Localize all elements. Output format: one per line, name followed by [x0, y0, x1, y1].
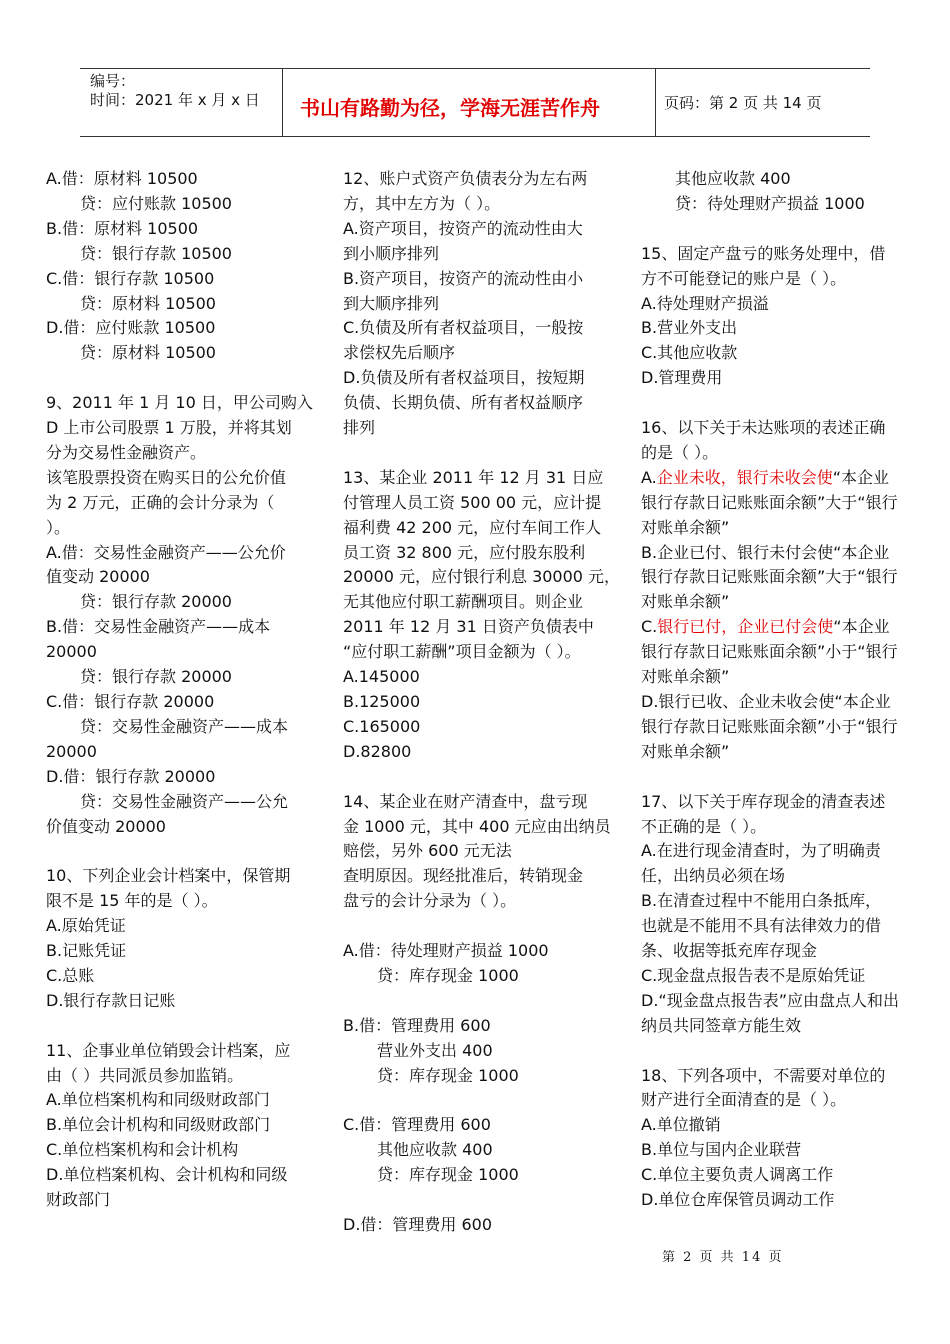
text-line: [641, 441, 916, 466]
text-run: 不正确的是（ ）。: [641, 816, 767, 836]
text-run: A.借：待处理财产损益 1000: [343, 941, 549, 961]
text-run: D.借：管理费用 600: [343, 1214, 493, 1234]
text-run: B.借：管理费用 600: [343, 1015, 491, 1035]
text-line: [46, 989, 316, 1014]
text-line: [46, 640, 316, 665]
text-line: [46, 1138, 316, 1163]
text-run: 的是（ ）。: [641, 442, 719, 462]
text-run: 贷：银行存款 20000: [80, 667, 232, 687]
text-line: [343, 242, 623, 267]
text-line: [46, 441, 316, 466]
text-line: [641, 964, 916, 989]
text-run: 贷：库存现金 1000: [377, 1065, 519, 1085]
text-run: 任，出纳员必须在场: [641, 866, 786, 886]
text-run: 贷：库存现金 1000: [377, 965, 519, 985]
text-line: [343, 740, 623, 765]
blank-line: [46, 1014, 316, 1039]
text-run: 金 1000 元，其中 400 元应由出纳员: [343, 816, 611, 836]
text-run: 对账单余额”: [641, 592, 730, 612]
text-run: B.单位与国内企业联营: [641, 1140, 802, 1160]
text-line: [46, 665, 316, 690]
header-top-rule: [80, 68, 870, 69]
text-line: [343, 267, 623, 292]
text-line: [343, 391, 623, 416]
text-line: [46, 690, 316, 715]
text-run: 排列: [343, 418, 376, 438]
text-run: 分为交易性金融资产。: [46, 442, 207, 462]
text-line: [46, 964, 316, 989]
text-run: 16、以下关于未达账项的表述正确: [641, 418, 886, 438]
text-run: 盘亏的会计分录为（ ）。: [343, 891, 517, 911]
text-run: 到大顺序排列: [343, 293, 440, 313]
text-run: A.单位撤销: [641, 1115, 721, 1135]
text-line: [343, 864, 623, 889]
text-line: [46, 914, 316, 939]
text-run: D.82800: [343, 741, 412, 761]
text-line: [343, 316, 623, 341]
text-line: [343, 690, 623, 715]
text-line: [343, 1064, 623, 1089]
text-line: [641, 989, 916, 1014]
blank-line: [641, 765, 916, 790]
text-line: [641, 341, 916, 366]
text-run: A.待处理财产损溢: [641, 293, 769, 313]
text-run: 价值变动 20000: [46, 816, 166, 836]
text-run: B.记账凭证: [46, 941, 127, 961]
text-run: 其他应收款 400: [377, 1140, 493, 1160]
text-line: [641, 1014, 916, 1039]
text-run: 纳员共同签章方能生效: [641, 1015, 802, 1035]
text-line: [46, 740, 316, 765]
text-line: [46, 864, 316, 889]
text-line: [343, 1113, 623, 1138]
text-run: A.资产项目，按资产的流动性由大: [343, 218, 583, 238]
text-run: B.借：交易性金融资产——成本: [46, 617, 271, 637]
text-run: 对账单余额”: [641, 517, 730, 537]
text-line: [46, 889, 316, 914]
text-run: B.在清查过程中不能用白条抵库，: [641, 891, 882, 911]
text-line: [343, 565, 623, 590]
serial-label: 编号：: [90, 72, 136, 90]
text-line: [46, 1163, 316, 1188]
text-run: C.负债及所有者权益项目，一般按: [343, 318, 584, 338]
text-line: [343, 964, 623, 989]
text-run: 20000: [46, 741, 97, 761]
text-line: [343, 640, 623, 665]
text-run: 方，其中左方为（ ）。: [343, 193, 501, 213]
text-run: 贷：原材料 10500: [80, 343, 216, 363]
text-run: 赔偿，另外 600 元无法: [343, 841, 512, 861]
text-line: [343, 939, 623, 964]
text-line: [343, 416, 623, 441]
blank-line: [343, 914, 623, 939]
text-line: [343, 1138, 623, 1163]
text-run: C.其他应收款: [641, 343, 738, 363]
text-run: 负债、长期负债、所有者权益顺序: [343, 393, 584, 413]
text-run: B.资产项目，按资产的流动性由小: [343, 268, 584, 288]
column-middle: [343, 167, 623, 1238]
text-run: 银行存款日记账账面余额”小于“银行: [641, 716, 898, 736]
text-run: 贷：银行存款 20000: [80, 592, 232, 612]
column-right: [641, 167, 916, 1213]
text-line: [641, 914, 916, 939]
text-run: B.单位会计机构和同级财政部门: [46, 1115, 271, 1135]
text-run: 10、下列企业会计档案中，保管期: [46, 866, 291, 886]
text-run: 银行存款日记账账面余额”大于“银行: [641, 567, 898, 587]
text-run: 贷：交易性金融资产——成本: [80, 716, 289, 736]
blank-line: [343, 989, 623, 1014]
text-line: [343, 192, 623, 217]
text-run: 方不可能登记的账户是（ ）。: [641, 268, 847, 288]
text-line: [641, 790, 916, 815]
text-run: A.: [641, 467, 657, 487]
text-run: 贷：原材料 10500: [80, 293, 216, 313]
text-run: 由（ ）共同派员参加监销。: [46, 1065, 244, 1085]
text-line: [343, 590, 623, 615]
text-line: [46, 1113, 316, 1138]
text-line: [343, 167, 623, 192]
text-line: [641, 640, 916, 665]
text-run: 贷：库存现金 1000: [377, 1165, 519, 1185]
text-run: D.负债及所有者权益项目，按短期: [343, 368, 585, 388]
text-line: [641, 1163, 916, 1188]
text-run: 值变动 20000: [46, 567, 150, 587]
text-line: [641, 242, 916, 267]
text-line: [343, 466, 623, 491]
text-line: [641, 516, 916, 541]
blank-line: [641, 391, 916, 416]
blank-line: [46, 366, 316, 391]
text-line: [641, 715, 916, 740]
text-line: [343, 217, 623, 242]
text-run: ）。: [46, 517, 71, 537]
header-bottom-rule: [80, 136, 870, 137]
text-line: [641, 1088, 916, 1113]
header-divider-left: [282, 68, 283, 136]
text-line: [641, 839, 916, 864]
text-run: 条、收据等抵充库存现金: [641, 941, 818, 961]
text-run: 财政部门: [46, 1190, 111, 1210]
blank-line: [641, 217, 916, 242]
text-line: [46, 590, 316, 615]
text-line: [641, 167, 916, 192]
text-line: [46, 939, 316, 964]
highlighted-text: 银行已付，企业已付会使: [657, 617, 834, 637]
time-label: 时间：2021 年 x 月 x 日: [90, 91, 260, 109]
text-line: [343, 516, 623, 541]
page-number-label: 页码：第 2 页 共 14 页: [664, 94, 822, 112]
text-line: [343, 889, 623, 914]
text-line: [46, 167, 316, 192]
text-line: [46, 565, 316, 590]
text-run: C.总账: [46, 965, 95, 985]
blank-line: [343, 1088, 623, 1113]
text-line: [46, 217, 316, 242]
text-run: A.145000: [343, 667, 420, 687]
text-run: B.125000: [343, 692, 421, 712]
text-line: [641, 665, 916, 690]
text-line: [343, 341, 623, 366]
text-line: [641, 491, 916, 516]
text-line: [343, 790, 623, 815]
text-line: [641, 615, 916, 640]
text-run: 13、某企业 2011 年 12 月 31 日应: [343, 467, 604, 487]
text-run: 11、企事业单位销毁会计档案，应: [46, 1040, 291, 1060]
text-line: [46, 242, 316, 267]
text-run: 9、2011 年 1 月 10 日，甲公司购入: [46, 393, 313, 413]
text-line: [641, 590, 916, 615]
text-line: [343, 1213, 623, 1238]
text-line: [46, 316, 316, 341]
text-line: [46, 491, 316, 516]
text-line: [46, 192, 316, 217]
text-run: 也就是不能用不具有法律效力的借: [641, 916, 882, 936]
text-run: 贷：银行存款 10500: [80, 243, 232, 263]
text-line: [641, 690, 916, 715]
text-line: [46, 615, 316, 640]
text-run: A.单位档案机构和同级财政部门: [46, 1090, 270, 1110]
blank-line: [46, 839, 316, 864]
text-run: A.在进行现金清查时，为了明确责: [641, 841, 881, 861]
text-line: [641, 366, 916, 391]
text-run: 贷：待处理财产损益 1000: [675, 193, 865, 213]
text-run: 12、账户式资产负债表分为左右两: [343, 169, 588, 188]
text-run: 贷：交易性金融资产——公允: [80, 791, 289, 811]
text-run: D.银行已收、企业未收会使“本企业: [641, 692, 891, 711]
text-run: D 上市公司股票 1 万股，并将其划: [46, 418, 292, 438]
text-line: [641, 466, 916, 491]
text-run: 14、某企业在财产清查中，盘亏现: [343, 791, 588, 811]
text-run: 18、下列各项中，不需要对单位的: [641, 1065, 886, 1085]
text-line: [641, 1064, 916, 1089]
text-run: 20000: [46, 642, 97, 662]
text-run: 对账单余额”: [641, 741, 730, 761]
text-run: D.单位仓库保管员调动工作: [641, 1190, 835, 1210]
text-run: D.管理费用: [641, 368, 723, 388]
text-run: 2011 年 12 月 31 日资产负债表中: [343, 617, 594, 637]
text-line: [641, 267, 916, 292]
text-run: C.165000: [343, 716, 421, 736]
blank-line: [641, 1039, 916, 1064]
text-line: [343, 541, 623, 566]
text-line: [46, 292, 316, 317]
text-run: 银行存款日记账账面余额”小于“银行: [641, 642, 898, 662]
text-line: [641, 1113, 916, 1138]
text-line: [641, 292, 916, 317]
text-run: 17、以下关于库存现金的清查表述: [641, 791, 886, 811]
text-line: [46, 765, 316, 790]
text-line: [641, 815, 916, 840]
text-run: 该笔股票投资在购买日的公允价值: [46, 467, 287, 487]
text-line: [641, 541, 916, 566]
text-run: C.单位主要负责人调离工作: [641, 1165, 834, 1185]
text-run: “应付职工薪酬”项目金额为（ ）。: [343, 642, 581, 662]
text-line: [641, 864, 916, 889]
text-line: [641, 565, 916, 590]
text-run: 营业外支出 400: [377, 1040, 493, 1060]
text-line: [46, 516, 316, 541]
text-run: D.借：银行存款 20000: [46, 766, 216, 786]
text-run: 福利费 42 200 元，应付车间工作人: [343, 517, 602, 537]
text-line: [46, 1088, 316, 1113]
text-line: [343, 665, 623, 690]
text-line: [46, 466, 316, 491]
text-run: 15、固定产盘亏的账务处理中，借: [641, 243, 886, 263]
text-run: C.单位档案机构和会计机构: [46, 1140, 239, 1160]
text-run: D.借：应付账款 10500: [46, 318, 216, 338]
text-run: C.借：银行存款 20000: [46, 692, 215, 712]
blank-line: [343, 765, 623, 790]
header-divider-right: [655, 68, 656, 136]
text-run: B.营业外支出: [641, 318, 738, 338]
text-line: [46, 790, 316, 815]
text-run: 求偿权先后顺序: [343, 343, 456, 363]
text-line: [46, 715, 316, 740]
text-run: B.企业已付、银行未付会使“本企业: [641, 542, 890, 562]
text-run: B.借：原材料 10500: [46, 218, 199, 238]
text-line: [46, 815, 316, 840]
text-line: [343, 715, 623, 740]
text-run: 对账单余额”: [641, 667, 730, 687]
text-run: 员工资 32 800 元，应付股东股利: [343, 542, 586, 562]
text-line: [46, 267, 316, 292]
text-line: [343, 1163, 623, 1188]
text-line: [343, 1014, 623, 1039]
text-run: “本企业: [833, 617, 890, 637]
text-line: [343, 815, 623, 840]
text-line: [343, 615, 623, 640]
text-line: [46, 1039, 316, 1064]
text-run: “本企业: [832, 467, 890, 487]
text-run: 为 2 万元，正确的会计分录为（: [46, 492, 275, 512]
text-line: [641, 740, 916, 765]
text-run: A.借：原材料 10500: [46, 169, 198, 188]
text-line: [641, 316, 916, 341]
text-run: D.单位档案机构、会计机构和同级: [46, 1165, 288, 1185]
text-line: [641, 416, 916, 441]
text-run: A.原始凭证: [46, 916, 126, 936]
text-line: [343, 292, 623, 317]
text-run: 限不是 15 年的是（ ）。: [46, 891, 218, 911]
text-line: [343, 1039, 623, 1064]
text-line: [343, 839, 623, 864]
blank-line: [343, 1188, 623, 1213]
text-line: [641, 1138, 916, 1163]
text-line: [46, 391, 316, 416]
text-line: [343, 491, 623, 516]
text-line: [641, 1188, 916, 1213]
text-run: 银行存款日记账账面余额”大于“银行: [641, 492, 898, 512]
text-line: [343, 366, 623, 391]
text-line: [641, 889, 916, 914]
text-run: 付管理人员工资 500 00 元，应计提: [343, 492, 602, 512]
text-line: [641, 192, 916, 217]
text-run: 财产进行全面清查的是（ ）。: [641, 1090, 847, 1110]
text-line: [641, 939, 916, 964]
text-run: 20000 元，应付银行利息 30000 元，: [343, 567, 621, 587]
text-run: C.: [641, 617, 658, 637]
text-run: 到小顺序排列: [343, 243, 440, 263]
column-left: [46, 167, 316, 1213]
blank-line: [343, 441, 623, 466]
text-line: [46, 416, 316, 441]
text-line: [46, 341, 316, 366]
text-run: C.借：银行存款 10500: [46, 268, 215, 288]
text-run: D.“现金盘点报告表”应由盘点人和出: [641, 990, 899, 1010]
text-run: A.借：交易性金融资产——公允价: [46, 542, 286, 562]
motto-title: 书山有路勤为径，学海无涯苦作舟: [300, 96, 600, 120]
text-run: 无其他应付职工薪酬项目。则企业: [343, 592, 584, 612]
highlighted-text: 企业未收，银行未收会使: [656, 467, 833, 487]
text-run: 查明原因。现经批准后，转销现金: [343, 866, 584, 886]
text-run: 其他应收款 400: [675, 169, 791, 188]
text-line: [46, 1064, 316, 1089]
text-line: [46, 541, 316, 566]
text-line: [46, 1188, 316, 1213]
text-run: C.现金盘点报告表不是原始凭证: [641, 965, 866, 985]
page-footer: 第 2 页 共 14 页: [662, 1250, 784, 1265]
text-run: D.银行存款日记账: [46, 990, 176, 1010]
text-run: C.借：管理费用 600: [343, 1115, 491, 1135]
text-run: 贷：应付账款 10500: [80, 193, 232, 213]
